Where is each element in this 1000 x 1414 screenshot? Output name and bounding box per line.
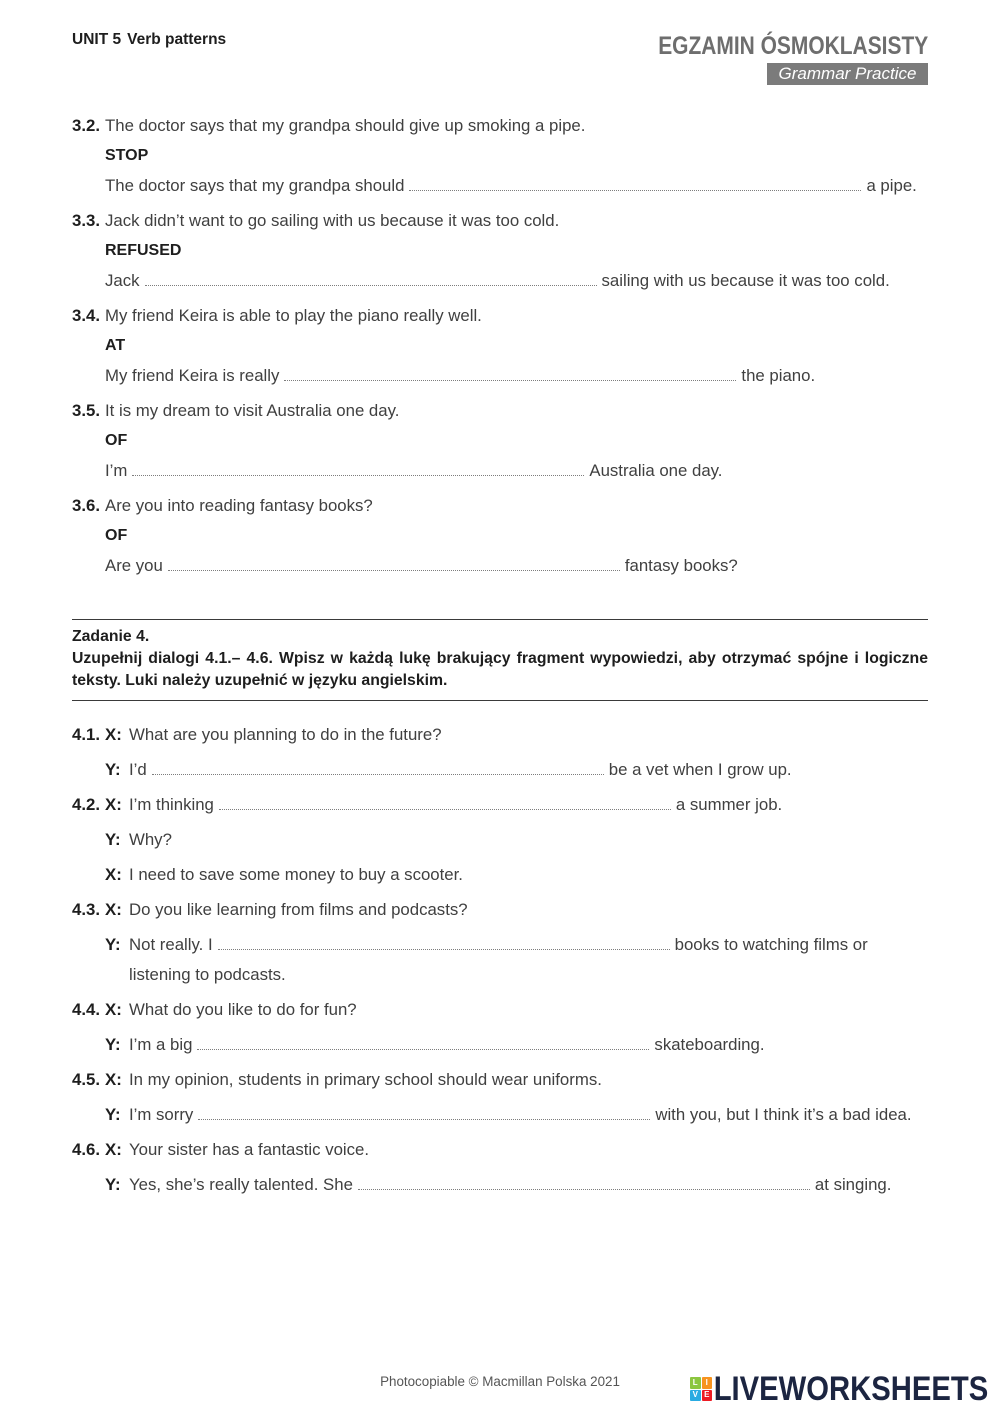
dialogue-line bbox=[72, 1100, 928, 1130]
exam-title: EGZAMIN ÓSMOKLASISTY bbox=[657, 32, 928, 60]
dialogue-line bbox=[72, 1170, 928, 1200]
answer-prefix: My friend Keira is really bbox=[105, 366, 280, 385]
answer-blank[interactable] bbox=[218, 949, 670, 950]
logo-tile: E bbox=[702, 1390, 713, 1402]
answer-prefix: I’d bbox=[129, 760, 147, 779]
dialogue-line bbox=[72, 1135, 928, 1165]
answer-line bbox=[72, 551, 928, 581]
item-number: 3.5. bbox=[72, 401, 100, 420]
item-number: 3.6. bbox=[72, 496, 100, 515]
source-sentence: The doctor says that my grandpa should give up smoking a pipe. bbox=[105, 116, 586, 135]
answer-line bbox=[72, 266, 928, 296]
liveworksheets-logo-text[interactable]: LIVEWORKSHEETS bbox=[713, 1370, 988, 1408]
number-spacer bbox=[72, 755, 105, 785]
answer-blank[interactable] bbox=[198, 1119, 650, 1120]
answer-suffix: a pipe. bbox=[866, 176, 917, 195]
task3-item-3-3 bbox=[72, 206, 928, 296]
source-line bbox=[72, 301, 928, 331]
speaker-label: Y: bbox=[105, 830, 121, 849]
answer-prefix: Yes, she’s really talented. She bbox=[129, 1175, 353, 1194]
keyword: OF bbox=[105, 432, 128, 449]
number-spacer bbox=[72, 1170, 105, 1200]
dialogue-number: 4.5. bbox=[72, 1070, 100, 1089]
answer-suffix: be a vet when I grow up. bbox=[608, 760, 792, 779]
speaker-label: X: bbox=[105, 900, 122, 919]
liveworksheets-logo-icon[interactable] bbox=[690, 1377, 712, 1401]
unit-topic: Verb patterns bbox=[127, 31, 227, 48]
task3-item-3-2 bbox=[72, 111, 928, 201]
answer-blank[interactable] bbox=[132, 475, 584, 476]
number-spacer bbox=[72, 825, 105, 855]
task3-item-3-4 bbox=[72, 301, 928, 391]
logo-tile: L bbox=[690, 1377, 701, 1389]
dialogue-line bbox=[72, 720, 928, 750]
dialogue-text bbox=[129, 1030, 928, 1060]
number-spacer bbox=[72, 1100, 105, 1130]
dialogue-line bbox=[72, 825, 928, 855]
copyright-notice: Photocopiable © Macmillan Polska 2021 bbox=[380, 1374, 620, 1389]
answer-line bbox=[72, 456, 928, 486]
answer-prefix: Not really. I bbox=[129, 935, 213, 954]
dialogue-text: In my opinion, students in primary school should wear uniforms. bbox=[129, 1070, 602, 1089]
answer-prefix: I’m sorry bbox=[129, 1105, 194, 1124]
dialogue-number: 4.4. bbox=[72, 1000, 100, 1019]
task4-heading-block bbox=[72, 626, 928, 692]
answer-suffix: sailing with us because it was too cold. bbox=[601, 271, 890, 290]
source-sentence: My friend Keira is able to play the piano really well. bbox=[105, 306, 482, 325]
answer-prefix: The doctor says that my grandpa should bbox=[105, 176, 405, 195]
answer-suffix: with you, but I think it’s a bad idea. bbox=[655, 1105, 912, 1124]
speaker-label: X: bbox=[105, 1000, 122, 1019]
dialogue-line bbox=[72, 895, 928, 925]
task-instruction-line-2: teksty. Luki należy uzupełnić w języku angielskim. bbox=[72, 672, 448, 689]
source-line bbox=[72, 396, 928, 426]
number-spacer bbox=[72, 860, 105, 890]
answer-suffix: at singing. bbox=[814, 1175, 892, 1194]
dialogue-text: I need to save some money to buy a scooter. bbox=[129, 865, 463, 884]
speaker-label: X: bbox=[105, 725, 122, 744]
dialogue-4-1 bbox=[72, 720, 928, 785]
answer-prefix: Jack bbox=[105, 271, 140, 290]
answer-prefix: I’m a big bbox=[129, 1035, 193, 1054]
answer-prefix: I’m bbox=[105, 461, 128, 480]
dialogue-number: 4.2. bbox=[72, 795, 100, 814]
answer-blank[interactable] bbox=[168, 570, 620, 571]
answer-blank[interactable] bbox=[358, 1189, 810, 1190]
dialogue-4-5 bbox=[72, 1065, 928, 1130]
dialogue-text bbox=[129, 755, 928, 785]
speaker-label: Y: bbox=[105, 1105, 121, 1124]
answer-suffix: a summer job. bbox=[675, 795, 783, 814]
answer-suffix: skateboarding. bbox=[654, 1035, 765, 1054]
item-number: 3.2. bbox=[72, 116, 100, 135]
speaker-label: Y: bbox=[105, 935, 121, 954]
task3-item-3-5 bbox=[72, 396, 928, 486]
source-line bbox=[72, 111, 928, 141]
answer-suffix: the piano. bbox=[741, 366, 816, 385]
answer-line bbox=[72, 361, 928, 391]
dialogue-text: Do you like learning from films and podcasts? bbox=[129, 900, 468, 919]
item-number: 3.3. bbox=[72, 211, 100, 230]
dialogue-text: Your sister has a fantastic voice. bbox=[129, 1140, 370, 1159]
dialogue-4-2 bbox=[72, 790, 928, 890]
keyword: OF bbox=[105, 527, 128, 544]
dialogue-text: What do you like to do for fun? bbox=[129, 1000, 357, 1019]
source-line bbox=[72, 491, 928, 521]
source-sentence: It is my dream to visit Australia one day. bbox=[105, 401, 400, 420]
unit-heading bbox=[72, 30, 226, 50]
speaker-label: X: bbox=[105, 795, 122, 814]
keyword: STOP bbox=[105, 147, 149, 164]
task3-section bbox=[72, 111, 928, 586]
dialogue-text bbox=[129, 790, 928, 820]
speaker-label: Y: bbox=[105, 760, 121, 779]
task4-section bbox=[72, 720, 928, 1205]
dialogue-line bbox=[72, 860, 928, 890]
dialogue-number: 4.1. bbox=[72, 725, 100, 744]
speaker-label: Y: bbox=[105, 1175, 121, 1194]
answer-blank[interactable] bbox=[145, 285, 597, 286]
dialogue-text: What are you planning to do in the future? bbox=[129, 725, 442, 744]
dialogue-line bbox=[72, 1065, 928, 1095]
answer-blank[interactable] bbox=[197, 1049, 649, 1050]
answer-suffix: books to watching films or bbox=[674, 935, 868, 954]
logo-tile: I bbox=[702, 1377, 713, 1389]
task3-item-3-6 bbox=[72, 491, 928, 581]
dialogue-number: 4.6. bbox=[72, 1140, 100, 1159]
dialogue-text bbox=[129, 1170, 928, 1200]
answer-blank[interactable] bbox=[219, 809, 671, 810]
dialogue-line bbox=[72, 1030, 928, 1060]
divider-top bbox=[72, 619, 928, 620]
source-line bbox=[72, 206, 928, 236]
answer-line bbox=[72, 171, 928, 201]
source-sentence: Jack didn’t want to go sailing with us because it was too cold. bbox=[105, 211, 560, 230]
number-spacer bbox=[72, 930, 105, 990]
answer-prefix: Are you bbox=[105, 556, 163, 575]
source-sentence: Are you into reading fantasy books? bbox=[105, 496, 373, 515]
number-spacer bbox=[72, 1030, 105, 1060]
dialogue-4-3 bbox=[72, 895, 928, 990]
keyword: AT bbox=[105, 337, 126, 354]
answer-blank[interactable] bbox=[284, 380, 736, 381]
answer-suffix: fantasy books? bbox=[624, 556, 738, 575]
item-number: 3.4. bbox=[72, 306, 100, 325]
answer-suffix: Australia one day. bbox=[589, 461, 723, 480]
speaker-label: X: bbox=[105, 1140, 122, 1159]
speaker-label: X: bbox=[105, 865, 122, 884]
unit-label: UNIT 5 bbox=[72, 31, 122, 48]
task-instruction-line-1: Uzupełnij dialogi 4.1.– 4.6. Wpisz w każdą lukę brakujący fragment wypowiedzi, aby otrzymać spójne i logiczne bbox=[72, 650, 928, 667]
answer-blank[interactable] bbox=[152, 774, 604, 775]
task-title: Zadanie 4. bbox=[72, 628, 150, 645]
dialogue-line bbox=[72, 930, 928, 990]
dialogue-line bbox=[72, 755, 928, 785]
dialogue-4-6 bbox=[72, 1135, 928, 1200]
answer-prefix: I’m thinking bbox=[129, 795, 214, 814]
dialogue-line bbox=[72, 995, 928, 1025]
dialogue-text bbox=[129, 930, 928, 990]
dialogue-line bbox=[72, 790, 928, 820]
dialogue-4-4 bbox=[72, 995, 928, 1060]
dialogue-text bbox=[129, 1100, 928, 1130]
keyword: REFUSED bbox=[105, 242, 182, 259]
series-badge: Grammar Practice bbox=[767, 63, 928, 85]
dialogue-text: Why? bbox=[129, 830, 172, 849]
speaker-label: Y: bbox=[105, 1035, 121, 1054]
speaker-label: X: bbox=[105, 1070, 122, 1089]
divider-bottom bbox=[72, 700, 928, 701]
answer-continuation: listening to podcasts. bbox=[129, 965, 286, 984]
dialogue-number: 4.3. bbox=[72, 900, 100, 919]
answer-blank[interactable] bbox=[409, 190, 861, 191]
logo-tile: V bbox=[690, 1390, 701, 1402]
